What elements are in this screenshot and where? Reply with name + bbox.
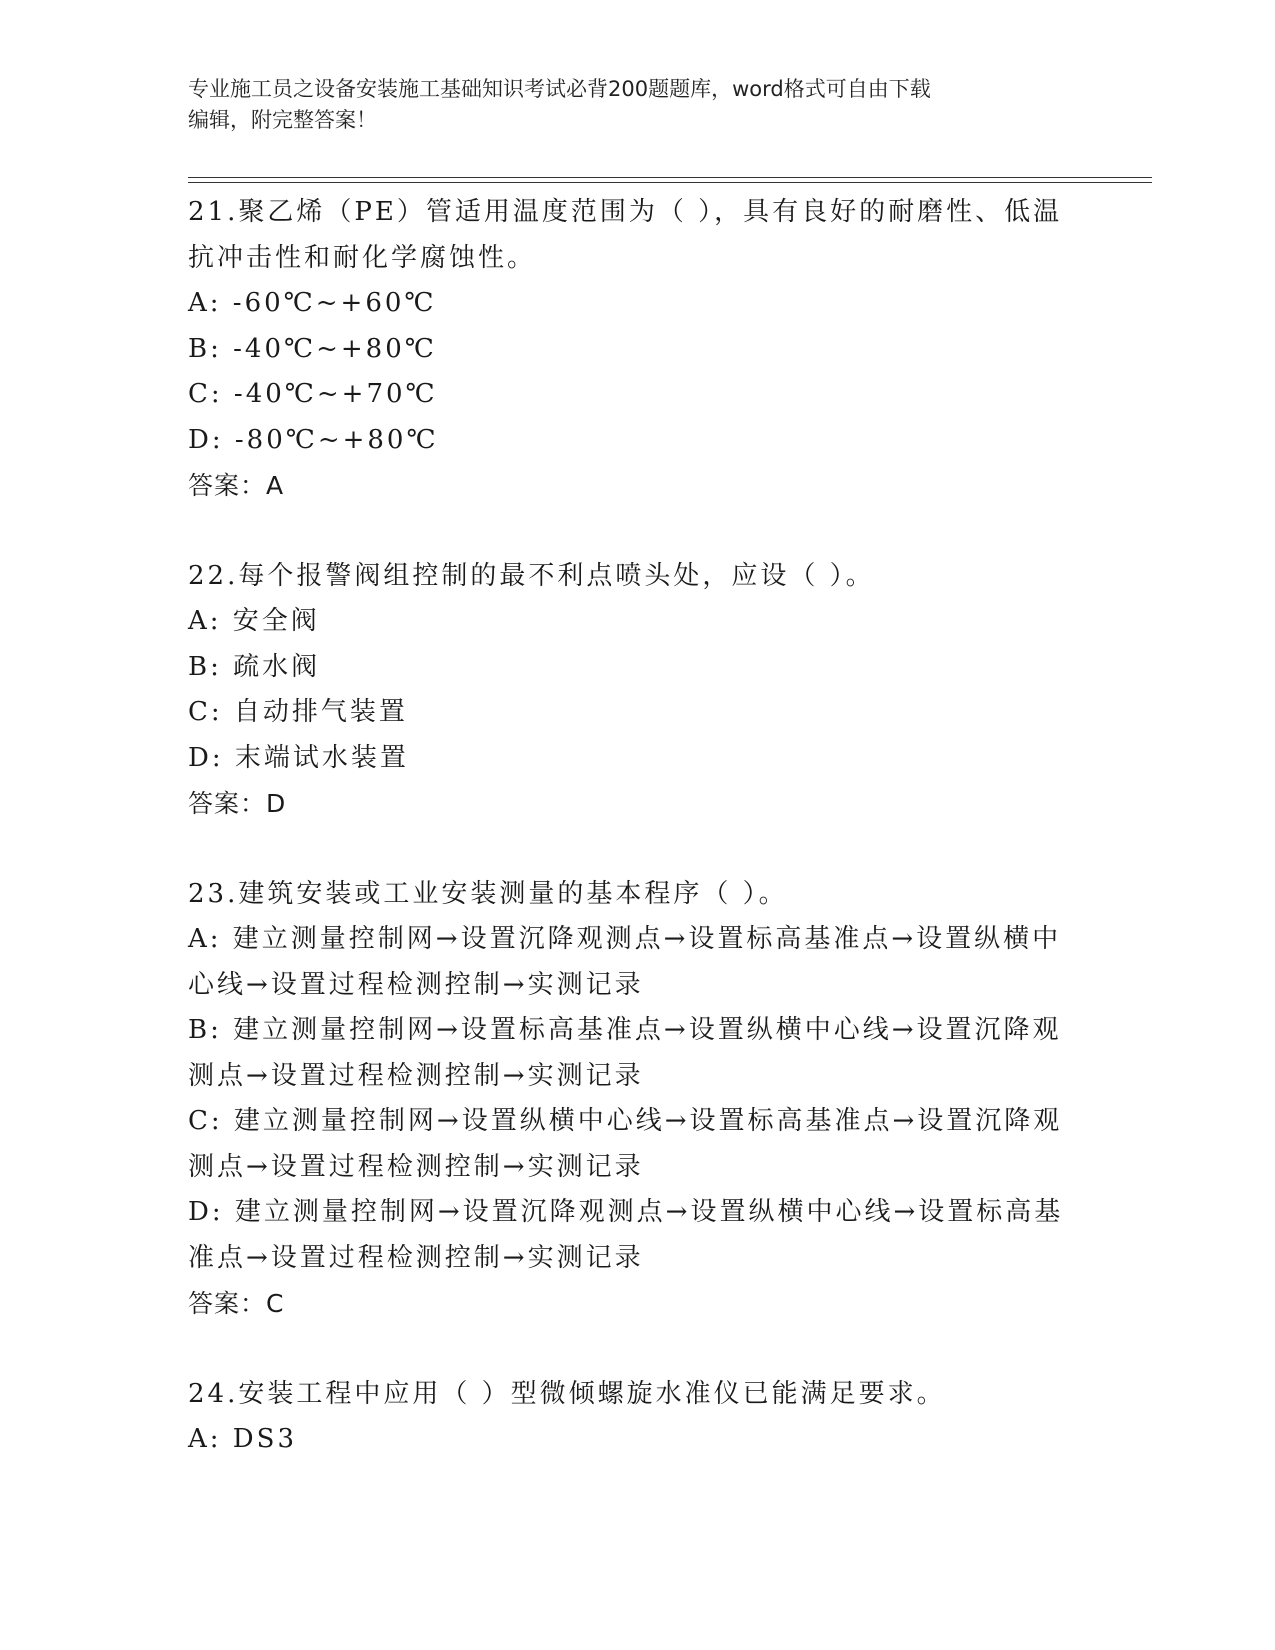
- option-a: A: 建立测量控制网→设置沉降观测点→设置标高基准点→设置纵横中: [188, 924, 1062, 954]
- option-c: C: 自动排气装置: [188, 697, 408, 727]
- option-c-continued: 测点→设置过程检测控制→实测记录: [188, 1151, 644, 1182]
- question-21: [188, 190, 1068, 509]
- option-d: D: 末端试水装置: [188, 742, 409, 773]
- option-d: D: 建立测量控制网→设置沉降观测点→设置纵横中心线→设置标高基: [188, 1197, 1064, 1227]
- answer-line: 答案：C: [188, 1289, 285, 1318]
- header-divider-bottom: [188, 182, 1152, 183]
- option-a: A: DS3: [188, 1424, 297, 1454]
- question-gap: [188, 1327, 1068, 1372]
- question-list: [188, 190, 1068, 1463]
- option-a-continued: 心线→设置过程检测控制→实测记录: [188, 969, 644, 1000]
- option-b-continued: 测点→设置过程检测控制→实测记录: [188, 1060, 644, 1091]
- document-header: [188, 74, 1068, 136]
- option-b: B: 疏水阀: [188, 651, 321, 682]
- header-title-line-1: 专业施工员之设备安装施工基础知识考试必背200题题库，word格式可自由下载: [188, 77, 931, 101]
- question-stem: 24.安装工程中应用（ ）型微倾螺旋水准仪已能满足要求。: [188, 1378, 946, 1409]
- option-d-continued: 准点→设置过程检测控制→实测记录: [188, 1242, 644, 1273]
- question-stem: 抗冲击性和耐化学腐蚀性。: [188, 242, 537, 273]
- option-a: A: 安全阀: [188, 606, 320, 636]
- header-title-line-2: 编辑，附完整答案！: [188, 108, 377, 132]
- question-stem: 21.聚乙烯（PE）管适用温度范围为（ ），具有良好的耐磨性、低温: [188, 197, 1063, 227]
- question-23: [188, 872, 1068, 1327]
- question-gap: [188, 827, 1068, 872]
- question-24: [188, 1372, 1068, 1463]
- option-d: D: -80℃~+80℃: [188, 424, 439, 455]
- option-a: A: -60℃~+60℃: [188, 288, 437, 318]
- answer-line: 答案：D: [188, 789, 287, 818]
- header-divider-top: [188, 177, 1152, 178]
- question-stem: 23.建筑安装或工业安装测量的基本程序（ ）。: [188, 878, 788, 909]
- option-c: C: 建立测量控制网→设置纵横中心线→设置标高基准点→设置沉降观: [188, 1106, 1063, 1136]
- option-b: B: -40℃~+80℃: [188, 333, 437, 364]
- question-22: [188, 554, 1068, 827]
- option-c: C: -40℃~+70℃: [188, 379, 438, 409]
- question-gap: [188, 509, 1068, 554]
- option-b: B: 建立测量控制网→设置标高基准点→设置纵横中心线→设置沉降观: [188, 1015, 1062, 1045]
- answer-line: 答案：A: [188, 471, 285, 500]
- question-stem: 22.每个报警阀组控制的最不利点喷头处，应设（ ）。: [188, 560, 875, 591]
